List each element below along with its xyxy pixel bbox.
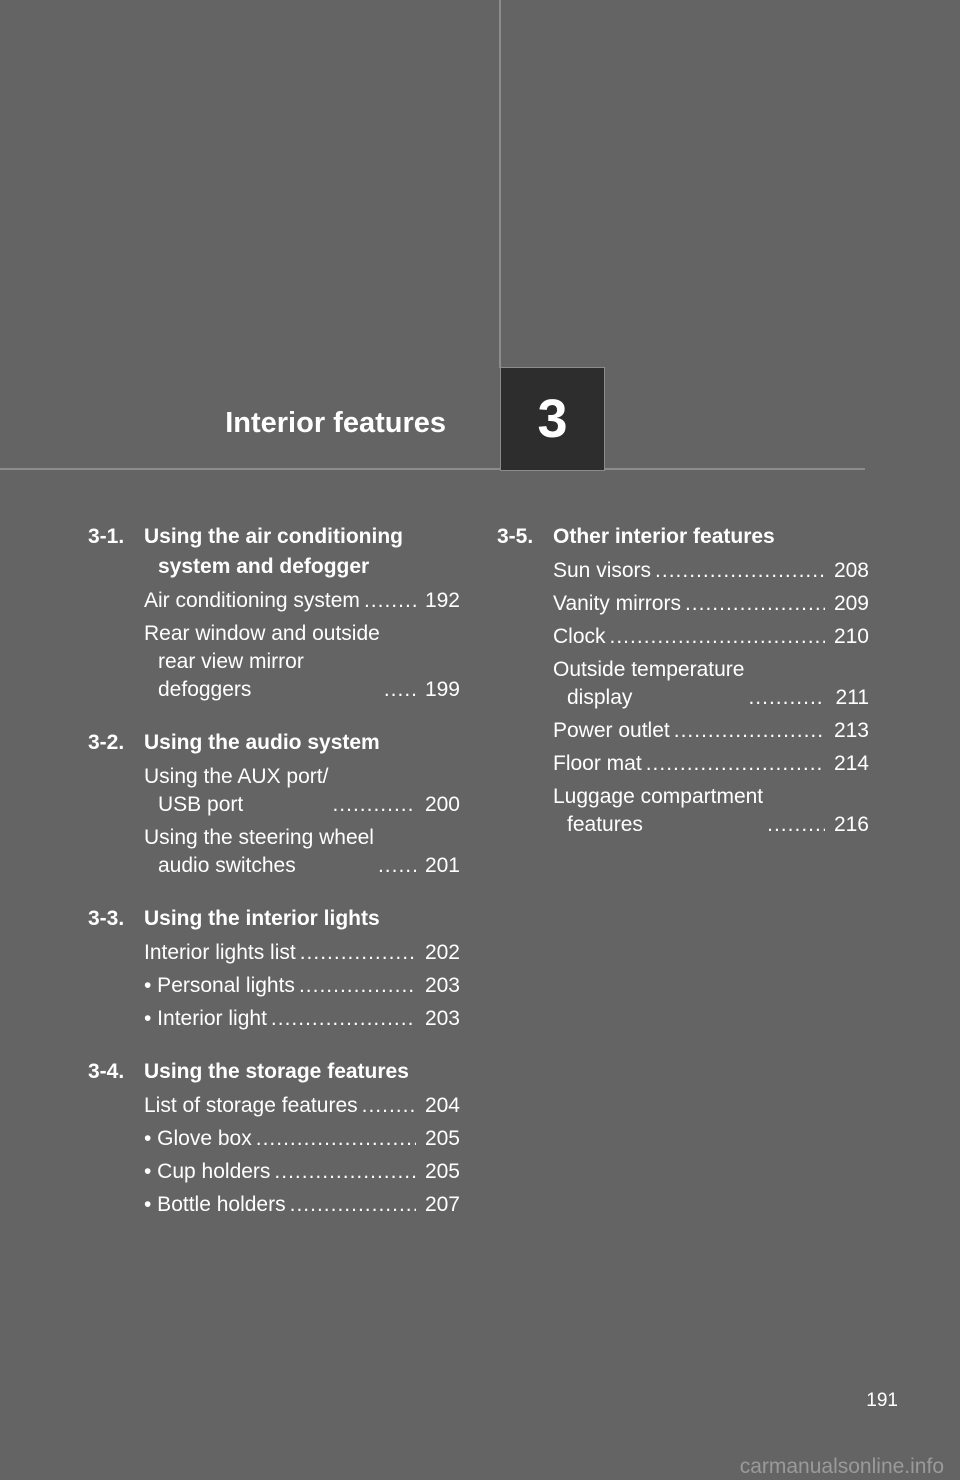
section-number: 3-3. (88, 907, 125, 930)
toc-entry-page: 210 (833, 625, 869, 648)
section-heading[interactable] (497, 522, 869, 552)
toc-entry[interactable] (144, 939, 460, 967)
toc-entry[interactable] (144, 620, 460, 704)
dot-leader (674, 717, 825, 745)
toc-entry-page: 204 (424, 1094, 460, 1117)
toc-entry-line: Using the steering wheel (144, 826, 374, 849)
dot-leader (384, 676, 416, 704)
section-heading[interactable] (88, 1057, 460, 1087)
section-number: 3-2. (88, 731, 125, 754)
dot-leader (646, 750, 825, 778)
toc-entry-line: features (567, 813, 643, 836)
section-title (144, 522, 460, 582)
toc-entry[interactable] (553, 717, 869, 745)
section-heading[interactable] (88, 728, 460, 758)
toc-entry-line: display (567, 686, 633, 709)
toc-section (497, 522, 869, 839)
toc-entry-text (144, 1125, 422, 1153)
toc-entry-line: Air conditioning system (144, 589, 360, 612)
toc-entry-label (144, 1092, 358, 1120)
dot-leader (256, 1125, 416, 1153)
toc-entry-label (144, 939, 296, 967)
toc-entry-text (553, 656, 831, 712)
toc-entry-page: 205 (424, 1160, 460, 1183)
section-title-line: Using the interior lights (144, 907, 380, 930)
toc-entry[interactable] (144, 824, 460, 880)
toc-entry-text (553, 557, 831, 585)
toc-entry-label (553, 557, 651, 585)
toc-entry[interactable] (144, 972, 460, 1000)
toc-entry-label (144, 1005, 267, 1033)
toc-entry-text (144, 1191, 422, 1219)
section-title-line: system and defogger (158, 555, 370, 578)
toc-section (88, 904, 460, 1033)
section-title (144, 728, 460, 758)
toc-entry[interactable] (144, 1092, 460, 1120)
toc-entry[interactable] (144, 1005, 460, 1033)
toc-entry[interactable] (553, 783, 869, 839)
section-title-line: Using the air conditioning (144, 525, 403, 548)
toc-entry-text (553, 783, 831, 839)
toc-entry-label (553, 656, 744, 712)
dot-leader (685, 590, 825, 618)
dot-leader (378, 852, 416, 880)
section-title-line: Other interior features (553, 525, 775, 548)
toc-entry-label (144, 1191, 286, 1219)
toc-entry-page: 200 (424, 793, 460, 816)
toc-column-right (497, 522, 869, 863)
toc-column-left (88, 522, 460, 1243)
dot-leader (610, 623, 825, 651)
toc-entry-line: • Personal lights (144, 974, 295, 997)
chapter-title: Interior features (225, 407, 446, 439)
section-number: 3-1. (88, 525, 125, 548)
toc-entry-page: 203 (424, 974, 460, 997)
toc-entry-text (144, 1158, 422, 1186)
toc-entry-line: defoggers (158, 678, 252, 701)
dot-leader (271, 1005, 416, 1033)
toc-entry[interactable] (553, 750, 869, 778)
toc-entry-line: Power outlet (553, 719, 670, 742)
toc-entry-line: • Glove box (144, 1127, 252, 1150)
toc-entry-line: • Interior light (144, 1007, 267, 1030)
toc-entry[interactable] (144, 763, 460, 819)
toc-entry-text (144, 1092, 422, 1120)
toc-entry[interactable] (553, 557, 869, 585)
dot-leader (767, 811, 825, 839)
toc-entry-label (144, 620, 380, 704)
toc-entry-line: • Bottle holders (144, 1193, 286, 1216)
toc-entry-label (144, 1158, 270, 1186)
section-title-line: Using the storage features (144, 1060, 409, 1083)
toc-entry[interactable] (553, 623, 869, 651)
section-heading[interactable] (88, 904, 460, 934)
toc-entry-text (553, 623, 831, 651)
section-title (553, 522, 869, 552)
toc-entry-page: 208 (833, 559, 869, 582)
toc-entry-line: Floor mat (553, 752, 642, 775)
toc-entry-page: 211 (835, 686, 869, 709)
toc-entry-line: Rear window and outside (144, 622, 380, 645)
toc-entry-line: audio switches (158, 854, 296, 877)
toc-entry-page: 203 (424, 1007, 460, 1030)
dot-leader (332, 791, 416, 819)
dot-leader (362, 1092, 416, 1120)
toc-entry-text (144, 1005, 422, 1033)
section-title (144, 904, 460, 934)
toc-entry-text (553, 717, 831, 745)
toc-entry-page: 207 (424, 1193, 460, 1216)
toc-entry-text (144, 939, 422, 967)
chapter-number-tab: 3 (500, 367, 605, 471)
dot-leader (364, 587, 416, 615)
toc-entry-label (553, 590, 681, 618)
dot-leader (290, 1191, 416, 1219)
section-title-line: Using the audio system (144, 731, 380, 754)
toc-entry-label (553, 750, 642, 778)
toc-entry-text (144, 587, 422, 615)
toc-section (88, 1057, 460, 1219)
toc-entry-label (553, 623, 606, 651)
toc-entry[interactable] (144, 1125, 460, 1153)
dot-leader (748, 684, 825, 712)
toc-entry-text (144, 972, 422, 1000)
dot-leader (300, 939, 416, 967)
toc-entry-line: Sun visors (553, 559, 652, 582)
toc-entry-text (144, 824, 422, 880)
toc-entry[interactable] (144, 1191, 460, 1219)
dot-leader (274, 1158, 416, 1186)
page-number: 191 (866, 1390, 898, 1411)
toc-entry[interactable] (553, 590, 869, 618)
toc-section (88, 522, 460, 704)
toc-entry-page: 192 (424, 589, 460, 612)
toc-section (88, 728, 460, 880)
toc-entry-page: 214 (833, 752, 869, 775)
toc-entry-text (144, 763, 422, 819)
toc-entry[interactable] (553, 656, 869, 712)
toc-entry-label (144, 972, 295, 1000)
toc-entry[interactable] (144, 1158, 460, 1186)
vertical-rule (499, 0, 501, 368)
section-number: 3-5. (497, 525, 534, 548)
watermark: carmanualsonline.info (739, 1455, 944, 1478)
toc-entry-line: • Cup holders (144, 1160, 271, 1183)
toc-entry-label (144, 763, 328, 819)
toc-entry-line: rear view mirror (158, 650, 304, 673)
horizontal-rule (0, 468, 865, 470)
toc-entry-text (553, 590, 831, 618)
toc-entry-label (144, 824, 374, 880)
toc-entry-line: Interior lights list (144, 941, 296, 964)
toc-entry-text (144, 620, 422, 704)
section-heading[interactable] (88, 522, 460, 582)
toc-entry-label (553, 717, 670, 745)
toc-entry-page: 205 (424, 1127, 460, 1150)
toc-entry-line: Outside temperature (553, 658, 745, 681)
toc-entry-line: Luggage compartment (553, 785, 764, 808)
toc-entry-line: Using the AUX port/ (144, 765, 329, 788)
dot-leader (655, 557, 825, 585)
toc-entry-page: 216 (833, 813, 869, 836)
toc-entry[interactable] (144, 587, 460, 615)
toc-entry-line: USB port (158, 793, 244, 816)
toc-entry-line: Vanity mirrors (553, 592, 681, 615)
toc-entry-text (553, 750, 831, 778)
section-number: 3-4. (88, 1060, 125, 1083)
toc-entry-label (553, 783, 763, 839)
toc-entry-page: 202 (424, 941, 460, 964)
section-title (144, 1057, 460, 1087)
toc-entry-label (144, 587, 360, 615)
toc-entry-line: Clock (553, 625, 606, 648)
dot-leader (299, 972, 416, 1000)
toc-entry-line: List of storage features (144, 1094, 358, 1117)
toc-entry-label (144, 1125, 252, 1153)
toc-entry-page: 201 (424, 854, 460, 877)
toc-entry-page: 209 (833, 592, 869, 615)
toc-entry-page: 199 (424, 678, 460, 701)
toc-entry-page: 213 (833, 719, 869, 742)
